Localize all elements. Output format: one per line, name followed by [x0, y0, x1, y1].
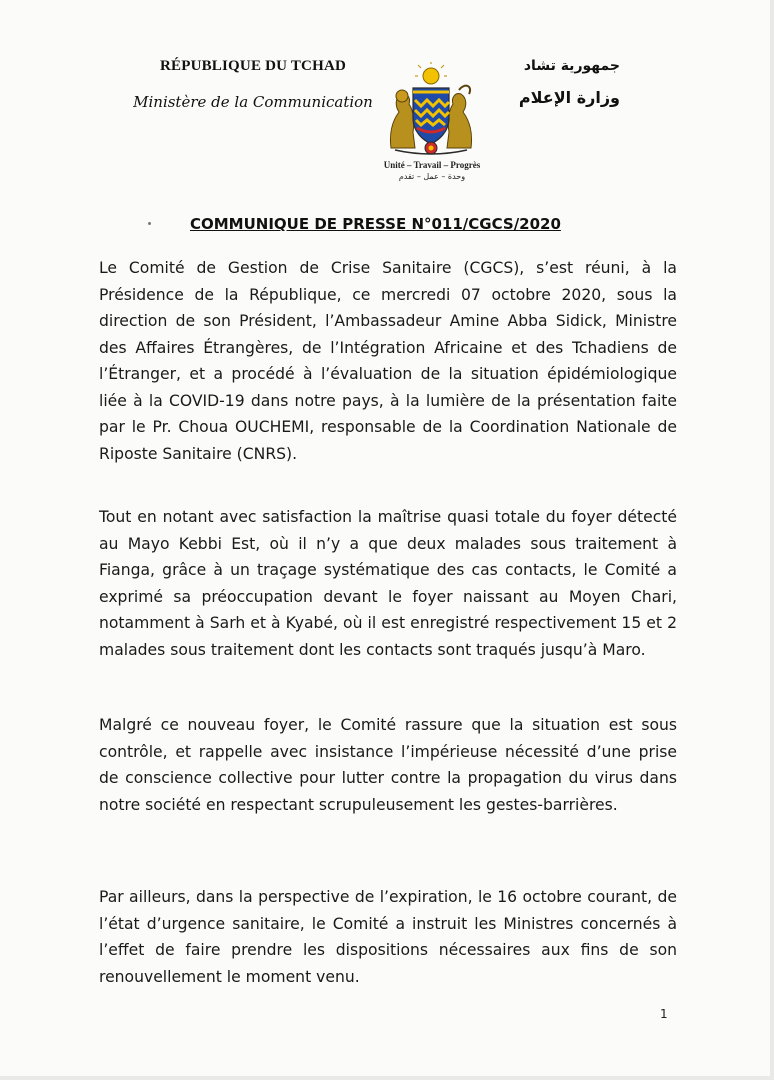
paragraph-3: Malgré ce nouveau foyer, le Comité rassure que la situation est sous contrôle, et rappelle avec insistance l’impérieuse nécessité d’une prise de conscience collective pour lutter contre la propagation du virus dans notre société en respectant scrupuleusement les gestes-barrières. — [99, 716, 677, 814]
ministry-name-ar: وزارة الإعلام — [518, 88, 620, 107]
communique-title: COMMUNIQUE DE PRESSE N°011/CGCS/2020 — [190, 215, 561, 233]
paragraph-4: Par ailleurs, dans la perspective de l’expiration, le 16 octobre courant, de l’état d’urgence sanitaire, le Comité a instruit les Ministres concernés à l’effet de faire prendre les dispositions nécessaires aux fins de son renouvellement le moment venu. — [99, 888, 677, 986]
republic-name-fr: RÉPUBLIQUE DU TCHAD — [159, 58, 347, 74]
paragraph-2: Tout en notant avec satisfaction la maîtrise quasi totale du foyer détecté au Mayo Kebbi Est, où il n’y a que deux malades sous traitement à Fianga, grâce à un traçage systématique des cas contacts, le Comité a exprimé sa préoccupation devant le foyer naissant au Moyen Chari, notamment à Sarh et à Kyabé, où il est enregistré respectivement 15 et 2 malades sous traitement dont les contacts sont traqués jusqu’à Maro. — [99, 508, 677, 659]
ministry-name-fr: Ministère de la Communication — [133, 93, 373, 111]
header-right — [500, 58, 620, 107]
motto-ar: وحدة – عمل – تقدم — [398, 172, 466, 181]
coat-of-arms-icon — [385, 62, 477, 158]
page-number: 1 — [660, 1007, 668, 1021]
paragraph-1: Le Comité de Gestion de Crise Sanitaire (CGCS), s’est réuni, à la Présidence de la République, ce mercredi 07 octobre 2020, sous la direction de son Président, l’Ambassadeur Amine Abba Sidick, Ministre des Affaires Étrangères, de l’Intégration Africaine et des Tchadiens de l’Étranger, et a procédé à l’évaluation de la situation épidémiologique liée à la COVID-19 dans notre pays, à la lumière de la présentation faite par le Pr. Choua OUCHEMI, responsable de la Coordination Nationale de Riposte Sanitaire (CNRS). — [99, 259, 677, 463]
header-left — [128, 58, 378, 111]
margin-dot — [148, 222, 151, 225]
republic-name-ar: جمهورية تشاد — [523, 58, 620, 74]
motto-fr: Unité – Travail – Progrès — [383, 160, 481, 170]
